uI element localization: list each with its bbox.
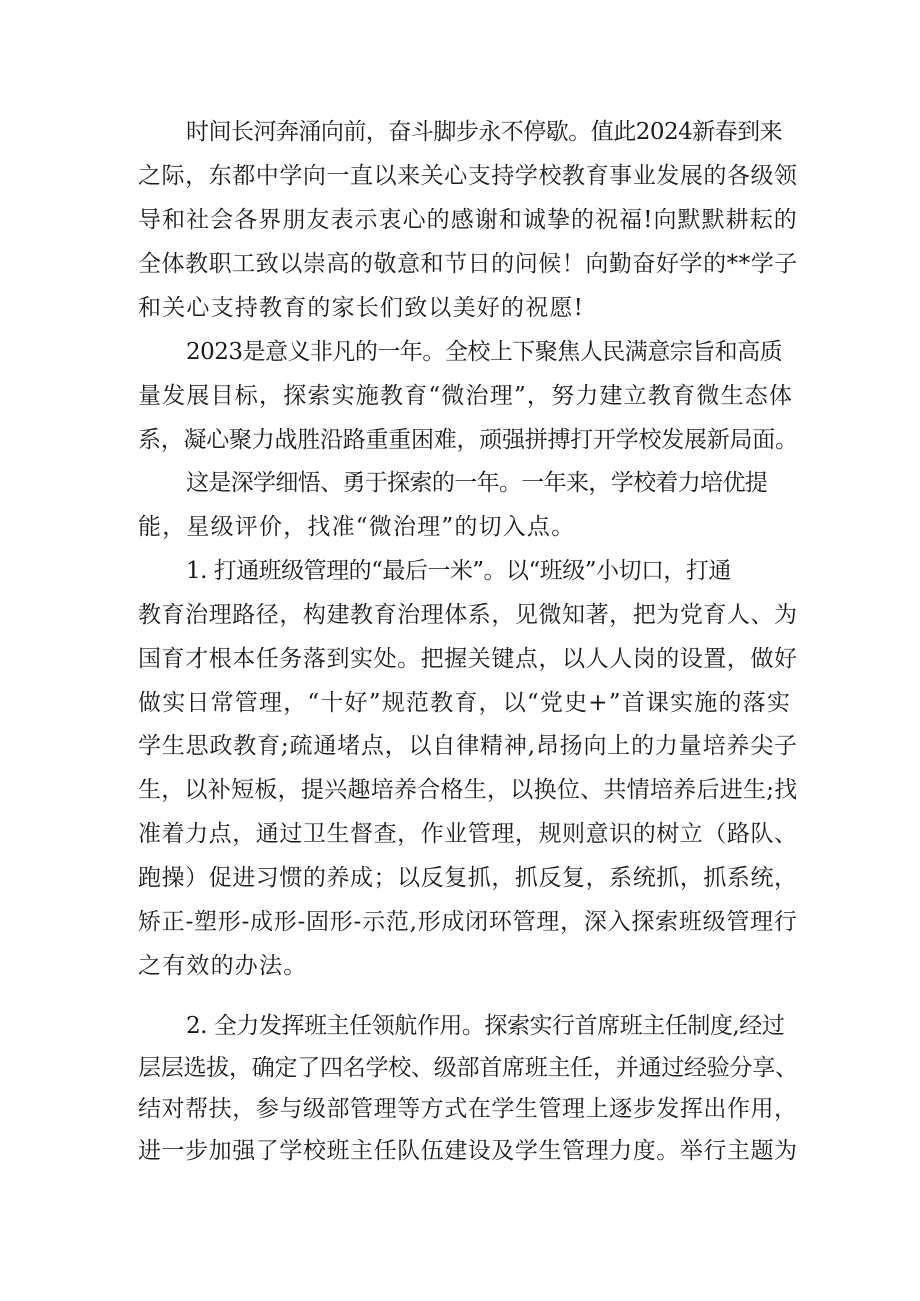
paragraph-4-line-5: 学生思政教育;疏通堵点，以自律精神,昂扬向上的力量培养尖子 (138, 733, 798, 759)
paragraph-1-line-2: 之际，东都中学向一直以来关心支持学校教育事业发展的各级领 (138, 163, 798, 189)
paragraph-1-line-1: 时间长河奔涌向前，奋斗脚步永不停歇。值此2024新春到来 (186, 119, 783, 145)
paragraph-5-line-2: 层层选拔，确定了四名学校、级部首席班主任，并通过经验分享、 (138, 1055, 798, 1081)
paragraph-4-line-2: 教育治理路径，构建教育治理体系，见微知著，把为党育人、为 (138, 602, 798, 628)
paragraph-2-line-2: 量发展目标，探索实施教育“微治理”，努力建立教育微生态体 (138, 383, 794, 409)
paragraph-5-line-4: 进一步加强了学校班主任队伍建设及学生管理力度。举行主题为 (138, 1138, 798, 1164)
paragraph-4-line-9: 矫正-塑形-成形-固形-示范,形成闭环管理，深入探索班级管理行 (138, 909, 798, 935)
paragraph-1-line-5: 和关心支持教育的家长们致以美好的祝愿! (138, 295, 585, 321)
paragraph-3-line-2: 能，星级评价，找准“微治理”的切入点。 (138, 514, 576, 540)
paragraph-5-line-3: 结对帮扶，参与级部管理等方式在学生管理上逐步发挥出作用， (138, 1096, 798, 1122)
paragraph-4-line-7: 准着力点，通过卫生督查，作业管理，规则意识的树立（路队、 (138, 821, 798, 847)
paragraph-1-line-3: 导和社会各界朋友表示衷心的感谢和诚挚的祝福!向默默耕耘的 (138, 207, 798, 233)
paragraph-4-line-6: 生，以补短板，提兴趣培养合格生，以换位、共情培养后进生;找 (138, 777, 798, 803)
paragraph-2-line-3: 系，凝心聚力战胜沿路重重困难，顽强拼搏打开学校发展新局面。 (138, 427, 798, 453)
paragraph-4-line-4: 做实日常管理，“十好”规范教育，以“党史+”首课实施的落实 (138, 690, 792, 716)
paragraph-4-line-1: 1. 打通班级管理的“最后一米”。以“班级”小切口，打通 (186, 558, 731, 584)
paragraph-1-line-4: 全体教职工致以崇高的敬意和节日的问候！向勤奋好学的**学子 (138, 251, 798, 277)
paragraph-2-line-1: 2023是意义非凡的一年。全校上下聚焦人民满意宗旨和高质 (186, 339, 783, 365)
paragraph-4-line-3: 国育才根本任务落到实处。把握关键点，以人人岗的设置，做好 (138, 646, 798, 672)
paragraph-4-line-8: 跑操）促进习惯的养成；以反复抓，抓反复，系统抓，抓系统， (138, 865, 798, 891)
paragraph-4-line-10: 之有效的办法。 (138, 953, 308, 979)
paragraph-3-line-1: 这是深学细悟、勇于探索的一年。一年来，学校着力培优提 (186, 470, 768, 496)
paragraph-5-line-1: 2. 全力发挥班主任领航作用。探索实行首席班主任制度,经过 (186, 1013, 785, 1039)
